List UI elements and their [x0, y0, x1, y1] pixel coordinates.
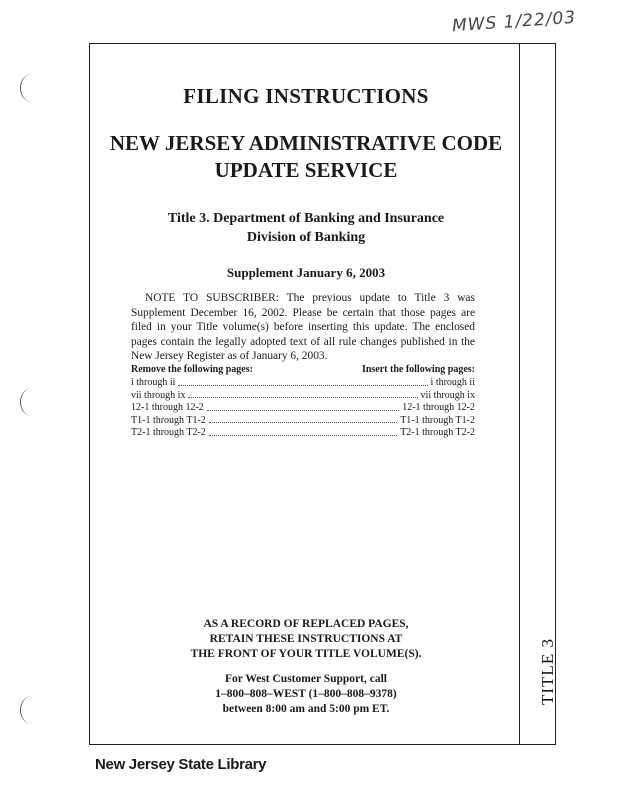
dot-leader: [209, 415, 397, 424]
support-phone: 1–800–808–WEST (1–800–808–9378): [215, 688, 397, 700]
insert-pages: T1-1 through T1-2: [400, 414, 475, 426]
dot-leader: [207, 402, 399, 411]
code-title-line: UPDATE SERVICE: [214, 158, 398, 182]
dot-leader: [209, 427, 397, 436]
insert-pages: vii through ix: [420, 389, 475, 401]
handwritten-annotation: MWS 1/22/03: [451, 7, 577, 37]
record-line: AS A RECORD OF REPLACED PAGES,: [203, 618, 409, 630]
table-row: [131, 390, 475, 403]
remove-header: Remove the following pages:: [131, 364, 253, 375]
binder-hole-icon: [20, 696, 43, 724]
table-header: [131, 363, 475, 377]
dot-leader: [188, 390, 417, 399]
table-row: [131, 427, 475, 440]
binder-hole-icon: [20, 74, 43, 102]
insert-pages: i through ii: [430, 377, 475, 388]
table-row: [131, 377, 475, 390]
support-line: For West Customer Support, call: [225, 673, 387, 685]
binder-hole-icon: [20, 388, 43, 416]
table-row: [131, 402, 475, 415]
insert-pages: T2-1 through T2-2: [400, 427, 475, 438]
record-line: THE FRONT OF YOUR TITLE VOLUME(S).: [190, 648, 422, 660]
insert-header: Insert the following pages:: [361, 364, 475, 375]
customer-support: [94, 672, 518, 717]
remove-pages: T2-1 through T2-2: [131, 427, 206, 438]
supplement-date: Supplement January 6, 2003: [226, 265, 386, 280]
subscriber-notice: NOTE TO SUBSCRIBER: The previous update to Title 3 was Supplement December 16, 2002. Please be certain that those pages are filed in your Title volume(s) before inserting this update. The enclosed pages contain the legally adopted text of all rule changes published in the New Jersey Register as of January 6, 2003.: [131, 292, 475, 362]
title-subheading: [94, 209, 518, 247]
code-title: [94, 130, 518, 184]
remove-pages: T1-1 through T1-2: [131, 414, 206, 426]
tab-divider: [519, 43, 520, 745]
title-subheading-line: Division of Banking: [246, 230, 366, 245]
support-hours: between 8:00 am and 5:00 pm ET.: [222, 703, 390, 715]
page-title: FILING INSTRUCTIONS: [183, 84, 429, 108]
remove-pages: 12-1 through 12-2: [131, 402, 204, 413]
code-title-line: NEW JERSEY ADMINISTRATIVE CODE: [109, 131, 503, 155]
record-instructions: [94, 617, 518, 662]
record-line: RETAIN THESE INSTRUCTIONS AT: [209, 633, 403, 645]
remove-pages: vii through ix: [131, 389, 186, 401]
dot-leader: [178, 377, 427, 386]
insert-pages: 12-1 through 12-2: [402, 402, 475, 413]
table-row: [131, 415, 475, 428]
library-stamp: New Jersey State Library: [95, 756, 267, 773]
remove-pages: i through ii: [131, 377, 176, 388]
title-tab-label: TITLE 3: [538, 638, 557, 705]
title-subheading-line: Title 3. Department of Banking and Insurance: [167, 211, 445, 226]
page-replacement-table: [131, 363, 475, 440]
